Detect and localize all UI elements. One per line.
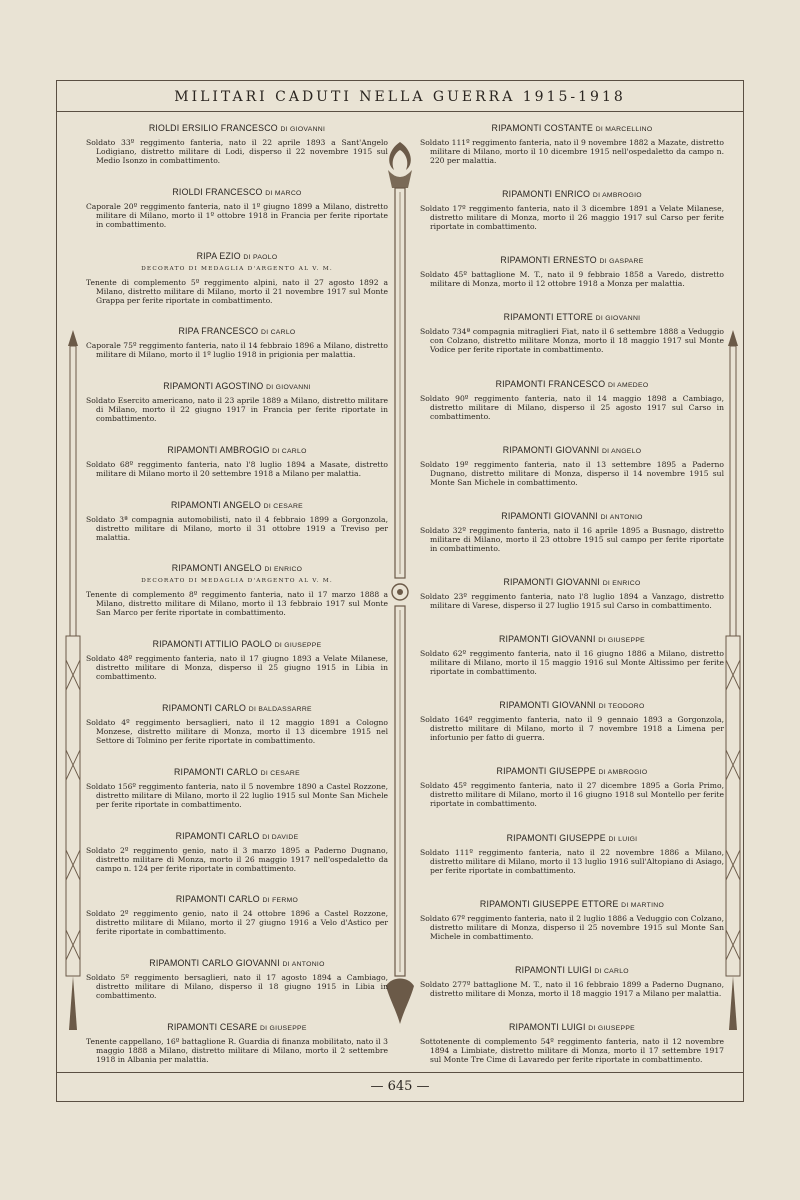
casualty-surname-given: RIPAMONTI GIUSEPPE bbox=[496, 766, 596, 777]
casualty-entry bbox=[420, 380, 724, 421]
casualty-entry bbox=[86, 501, 388, 542]
casualty-award: DECORATO DI MEDAGLIA D'ARGENTO AL V. M. bbox=[141, 578, 333, 585]
casualty-father: DI CARLO bbox=[261, 329, 296, 337]
casualty-name bbox=[86, 895, 388, 905]
casualty-entry bbox=[420, 635, 724, 676]
casualty-record: Soldato 734ª compagnia mitraglieri Fiat, nato il 6 settembre 1888 a Veduggio con Colzano, distretto militare Monza, morto il 18 maggio 1917 sul Monte Vodice per ferite riportate in combattimento. bbox=[420, 327, 724, 355]
casualty-record: Soldato 164º reggimento fanteria, nato il 9 gennaio 1893 a Gorgonzola, distretto militare di Milano, morto il 7 novembre 1918 a Limena per infortunio per fatto di guerra. bbox=[420, 715, 724, 743]
casualty-surname-given: RIPA EZIO bbox=[196, 250, 241, 261]
casualty-father: DI GASPARE bbox=[599, 258, 644, 266]
casualty-father: DI BALDASSARRE bbox=[248, 706, 312, 714]
casualty-father: DI CESARE bbox=[260, 769, 300, 777]
casualty-surname-given: RIPAMONTI FRANCESCO bbox=[495, 378, 606, 389]
casualty-record: Tenente cappellano, 16º battaglione R. Guardia di finanza mobilitato, nato il 3 maggio 1888 a Milano, distretto militare di Milano, morto il 2 settembre 1918 in Albania per malattia. bbox=[86, 1036, 388, 1064]
casualty-entry bbox=[86, 252, 388, 305]
casualty-record: Soldato 5º reggimento bersaglieri, nato il 17 agosto 1894 a Cambiago, distretto militare di Milano, disperso il 18 giugno 1915 in Libia in combattimento. bbox=[86, 973, 388, 1001]
page-title: MILITARI CADUTI NELLA GUERRA 1915-1918 bbox=[56, 80, 744, 112]
casualty-surname-given: RIPAMONTI ANGELO bbox=[171, 563, 262, 574]
casualty-father: DI ANTONIO bbox=[282, 961, 325, 969]
casualty-record: Soldato 90º reggimento fanteria, nato il 14 maggio 1898 a Cambiago, distretto militare di Milano, disperso il 25 agosto 1917 sul Carso in combattimento. bbox=[420, 393, 724, 421]
casualty-entry bbox=[420, 512, 724, 553]
casualty-surname-given: RIPAMONTI LUIGI bbox=[515, 964, 592, 975]
casualty-record: Soldato 45º reggimento fanteria, nato il 27 dicembre 1895 a Gorla Primo, distretto militare di Milano, morto il 16 giugno 1918 sul Montello per ferite riportate in combattimento. bbox=[420, 781, 724, 809]
casualty-father: DI MARTINO bbox=[621, 901, 665, 909]
casualty-entry bbox=[420, 190, 724, 231]
casualty-record: Soldato 33º reggimento fanteria, nato il 22 aprile 1893 a Sant'Angelo Lodigiano, distretto militare di Lodi, disperso il 22 novembre 1915 sul Medio Isonzo in combattimento. bbox=[86, 138, 388, 165]
casualty-entry bbox=[86, 124, 388, 165]
footer-divider bbox=[56, 1072, 744, 1073]
casualty-record: Soldato 2º reggimento genio, nato il 3 marzo 1895 a Paderno Dugnano, distretto militare di Monza, morto il 26 maggio 1917 nell'ospedaletto da campo n. 124 per ferite riportate in combattimento. bbox=[86, 845, 388, 873]
casualty-surname-given: RIPAMONTI ENRICO bbox=[502, 189, 591, 200]
casualty-surname-given: RIPAMONTI LUIGI bbox=[508, 1021, 586, 1032]
casualty-father: DI LUIGI bbox=[608, 835, 638, 843]
casualty-name bbox=[86, 382, 388, 392]
casualty-father: DI ANGELO bbox=[601, 447, 642, 455]
casualty-entry bbox=[420, 578, 724, 610]
casualty-name bbox=[420, 256, 724, 266]
casualty-entry bbox=[420, 124, 724, 165]
casualty-father: DI GIUSEPPE bbox=[588, 1024, 636, 1032]
casualty-surname-given: RIPAMONTI GIOVANNI bbox=[502, 444, 600, 455]
casualty-name bbox=[86, 640, 388, 650]
casualty-entry bbox=[86, 640, 388, 681]
casualty-name bbox=[86, 1023, 388, 1033]
right-spear-ornament bbox=[722, 330, 744, 1050]
casualty-record: Soldato 17º reggimento fanteria, nato il 3 dicembre 1891 a Velate Milanese, distretto militare di Monza, morto il 26 maggio 1917 sul Carso per ferite riportate in combattimento. bbox=[420, 204, 724, 232]
casualty-surname-given: RIPAMONTI GIOVANNI bbox=[499, 700, 597, 711]
casualty-record: Soldato 68º reggimento fanteria, nato l'8 luglio 1894 a Masate, distretto militare di Milano morto il 20 settembre 1918 a Milano per malattia. bbox=[86, 459, 388, 478]
casualty-name bbox=[420, 767, 724, 777]
casualty-entry bbox=[86, 382, 388, 423]
casualty-name bbox=[86, 768, 388, 778]
casualty-father: DI CARLO bbox=[272, 447, 307, 455]
casualty-entry bbox=[86, 959, 388, 1000]
casualty-record: Soldato 4º reggimento bersaglieri, nato il 12 maggio 1891 a Cologno Monzese, distretto militare di Monza, morto il 13 dicembre 1915 nel Settore di Tolmino per ferite riportate in combattimento. bbox=[86, 718, 388, 746]
casualty-surname-given: RIPAMONTI CARLO bbox=[174, 766, 258, 777]
casualty-surname-given: RIPAMONTI COSTANTE bbox=[491, 123, 594, 133]
page-number: — 645 — bbox=[370, 1079, 430, 1094]
casualty-father: DI PAOLO bbox=[243, 253, 278, 261]
casualty-entry bbox=[420, 767, 724, 808]
casualty-father: DI ENRICO bbox=[602, 579, 641, 587]
casualty-entry bbox=[86, 188, 388, 229]
casualty-entry bbox=[86, 895, 388, 936]
casualty-surname-given: RIPAMONTI GIOVANNI bbox=[503, 576, 601, 587]
casualty-surname-given: RIPAMONTI ERNESTO bbox=[500, 255, 597, 266]
casualty-father: DI GIOVANNI bbox=[266, 384, 311, 392]
casualty-entry bbox=[86, 446, 388, 478]
casualty-surname-given: RIPAMONTI CARLO bbox=[162, 703, 247, 714]
casualty-name bbox=[420, 900, 724, 910]
casualty-name bbox=[86, 188, 388, 198]
casualty-name bbox=[86, 501, 388, 511]
casualty-entry bbox=[86, 327, 388, 359]
casualty-record: Soldato 2º reggimento genio, nato il 24 ottobre 1896 a Castel Rozzone, distretto militare di Milano, morto il 27 giugno 1916 a Velo d'Astico per ferite riportate in combattimento. bbox=[86, 909, 388, 937]
casualty-name bbox=[420, 446, 724, 456]
casualty-name bbox=[420, 190, 724, 200]
casualty-name bbox=[86, 704, 388, 714]
casualty-entry bbox=[420, 900, 724, 941]
casualty-surname-given: RIPAMONTI CESARE bbox=[167, 1021, 258, 1032]
casualty-name bbox=[420, 124, 724, 134]
casualty-record: Tenente di complemento 5º reggimento alpini, nato il 27 agosto 1892 a Milano, distretto militare di Milano, morto il 21 novembre 1917 sul Monte Grappa per ferite riportate in combattimento. bbox=[86, 277, 388, 305]
casualty-name bbox=[420, 313, 724, 323]
casualty-record: Soldato 19º reggimento fanteria, nato il 13 settembre 1895 a Paderno Dugnano, distretto militare di Monza, disperso il 14 novembre 1915 sul Monte San Michele in combattimento. bbox=[420, 459, 724, 487]
casualty-surname-given: RIPAMONTI GIOVANNI bbox=[501, 510, 598, 521]
casualty-record: Soldato 48º reggimento fanteria, nato il 17 giugno 1893 a Velate Milanese, distretto militare di Monza, disperso il 25 giugno 1915 in Libia in combattimento. bbox=[86, 654, 388, 682]
left-column bbox=[86, 124, 388, 1064]
casualty-father: DI FERMO bbox=[262, 897, 299, 905]
casualty-father: DI AMBROGIO bbox=[598, 769, 648, 777]
casualty-father: DI GIOVANNI bbox=[595, 315, 641, 323]
casualty-father: DI CARLO bbox=[594, 967, 629, 975]
right-column bbox=[420, 124, 724, 1064]
casualty-entry bbox=[420, 966, 724, 998]
casualty-surname-given: RIPAMONTI CARLO bbox=[175, 894, 260, 905]
casualty-name bbox=[86, 327, 388, 337]
casualty-entry bbox=[420, 313, 724, 354]
casualty-surname-given: RIPAMONTI ANGELO bbox=[170, 499, 262, 510]
casualty-record: Tenente di complemento 8º reggimento fanteria, nato il 17 marzo 1888 a Milano, distretto militare di Milano, morto il 13 febbraio 1917 sul Monte San Marco per ferite riportate in combattimento. bbox=[86, 590, 388, 618]
casualty-father: DI GIOVANNI bbox=[280, 126, 326, 133]
left-spear-ornament bbox=[62, 330, 84, 1050]
casualty-name bbox=[420, 635, 724, 645]
casualty-name bbox=[420, 578, 724, 588]
casualty-surname-given: RIPAMONTI AMBROGIO bbox=[167, 444, 270, 455]
casualty-record: Soldato 111º reggimento fanteria, nato il 9 novembre 1882 a Mazate, distretto militare di Milano, morto il 10 dicembre 1915 nell'ospedaletto da campo n. 220 per malattia. bbox=[420, 138, 724, 165]
casualty-name bbox=[420, 380, 724, 390]
casualty-record: Soldato 111º reggimento fanteria, nato il 22 novembre 1886 a Milano, distretto militare di Milano, morto il 13 luglio 1916 sull'Altopiano di Asiago, per ferite riportate in combattimento. bbox=[420, 847, 724, 875]
casualty-record: Soldato Esercito americano, nato il 23 aprile 1889 a Milano, distretto militare di Milano, morto il 22 giugno 1917 in Francia per ferite riportate in combattimento. bbox=[86, 396, 388, 424]
casualty-entry bbox=[86, 704, 388, 745]
casualty-surname-given: RIPAMONTI GIUSEPPE bbox=[506, 832, 606, 843]
casualty-father: DI ENRICO bbox=[264, 566, 303, 574]
casualty-name bbox=[86, 252, 388, 262]
casualty-entry bbox=[420, 701, 724, 742]
casualty-record: Caporale 75º reggimento fanteria, nato il 14 febbraio 1896 a Milano, distretto militare di Milano, morto il 1º luglio 1918 in prigionia per malattia. bbox=[86, 341, 388, 360]
casualty-name bbox=[420, 834, 724, 844]
casualty-entry bbox=[420, 446, 724, 487]
casualty-record: Sottotenente di complemento 54º reggimento fanteria, nato il 12 novembre 1894 a Limbiate, distretto militare di Monza, morto il 17 settembre 1917 sul Monte Tre Cime di Lavaredo per ferite riportate in combattimento. bbox=[420, 1036, 724, 1064]
casualty-name bbox=[420, 701, 724, 711]
casualty-father: DI CESARE bbox=[263, 502, 304, 510]
casualty-surname-given: RIPAMONTI GIUSEPPE ETTORE bbox=[479, 898, 619, 909]
casualty-name bbox=[86, 959, 388, 969]
casualty-surname-given: RIPAMONTI AGOSTINO bbox=[163, 381, 264, 392]
casualty-record: Soldato 62º reggimento fanteria, nato il 16 giugno 1886 a Milano, distretto militare di Milano, morto il 15 maggio 1916 sul Monte Altissimo per ferite riportate in combattimento. bbox=[420, 649, 724, 677]
casualty-record: Soldato 156º reggimento fanteria, nato il 5 novembre 1890 a Castel Rozzone, distretto militare di Milano, morto il 22 luglio 1915 sul Monte San Michele per ferite riportate in combattimento. bbox=[86, 781, 388, 809]
casualty-father: DI DAVIDE bbox=[262, 833, 299, 841]
casualty-surname-given: RIPAMONTI ATTILIO PAOLO bbox=[152, 639, 273, 650]
casualty-entry bbox=[86, 768, 388, 809]
casualty-name bbox=[86, 124, 388, 134]
casualty-record: Soldato 45º battaglione M. T., nato il 9 febbraio 1858 a Varedo, distretto militare di Monza, morto il 12 ottobre 1918 a Monza per malattia. bbox=[420, 270, 724, 289]
casualty-name bbox=[420, 512, 724, 522]
casualty-father: DI MARCELLINO bbox=[595, 126, 653, 133]
casualty-entry bbox=[86, 564, 388, 617]
casualty-father: DI AMBROGIO bbox=[592, 192, 642, 200]
casualty-surname-given: RIOLDI FRANCESCO bbox=[172, 186, 263, 197]
casualty-record: Soldato 32º reggimento fanteria, nato il 16 aprile 1895 a Busnago, distretto militare di Milano, morto il 23 ottobre 1915 sul campo per ferite riportate in combattimento. bbox=[420, 525, 724, 553]
casualty-surname-given: RIPAMONTI GIOVANNI bbox=[498, 634, 596, 645]
casualty-surname-given: RIPAMONTI CARLO bbox=[175, 830, 260, 841]
casualty-record: Caporale 20º reggimento fanteria, nato il 1º giugno 1899 a Milano, distretto militare di Milano, morto il 1º ottobre 1918 in Francia per ferite riportate in combattimento. bbox=[86, 201, 388, 229]
casualty-name bbox=[86, 832, 388, 842]
casualty-name bbox=[420, 1023, 724, 1033]
casualty-entry bbox=[86, 832, 388, 873]
casualty-name bbox=[420, 966, 724, 976]
casualty-father: DI GIUSEPPE bbox=[274, 642, 322, 650]
casualty-father: DI AMEDEO bbox=[607, 381, 649, 389]
casualty-award: DECORATO DI MEDAGLIA D'ARGENTO AL V. M. bbox=[141, 265, 333, 272]
casualty-surname-given: RIPAMONTI ETTORE bbox=[503, 312, 593, 323]
casualty-record: Soldato 3ª compagnia automobilisti, nato il 4 febbraio 1899 a Gorgonzola, distretto militare di Milano, morto il 31 ottobre 1919 a Treviso per malattia. bbox=[86, 514, 388, 542]
casualty-surname-given: RIOLDI ERSILIO FRANCESCO bbox=[148, 123, 278, 133]
casualty-father: DI MARCO bbox=[265, 189, 302, 197]
casualty-entry bbox=[420, 834, 724, 875]
casualty-father: DI TEODORO bbox=[598, 703, 645, 711]
casualty-father: DI GIUSEPPE bbox=[598, 637, 646, 645]
casualty-father: DI ANTONIO bbox=[600, 513, 643, 521]
casualty-father: DI GIUSEPPE bbox=[259, 1024, 307, 1032]
casualty-name bbox=[86, 564, 388, 574]
casualty-record: Soldato 67º reggimento fanteria, nato il 2 luglio 1886 a Veduggio con Colzano, distretto militare di Monza, disperso il 25 novembre 1915 sul Monte San Michele in combattimento. bbox=[420, 913, 724, 941]
casualty-entry bbox=[86, 1023, 388, 1064]
casualty-entry bbox=[420, 256, 724, 288]
casualty-record: Soldato 277º battaglione M. T., nato il 16 febbraio 1899 a Paderno Dugnano, distretto militare di Monza, morto il 18 maggio 1917 a Milano per malattia. bbox=[420, 979, 724, 998]
casualty-name bbox=[86, 446, 388, 456]
casualty-entry bbox=[420, 1023, 724, 1064]
casualty-surname-given: RIPAMONTI CARLO GIOVANNI bbox=[149, 958, 280, 969]
casualty-record: Soldato 23º reggimento fanteria, nato l'8 luglio 1894 a Vanzago, distretto militare di Varese, disperso il 27 luglio 1915 sul Carso in combattimento. bbox=[420, 591, 724, 610]
casualty-surname-given: RIPA FRANCESCO bbox=[178, 326, 259, 337]
